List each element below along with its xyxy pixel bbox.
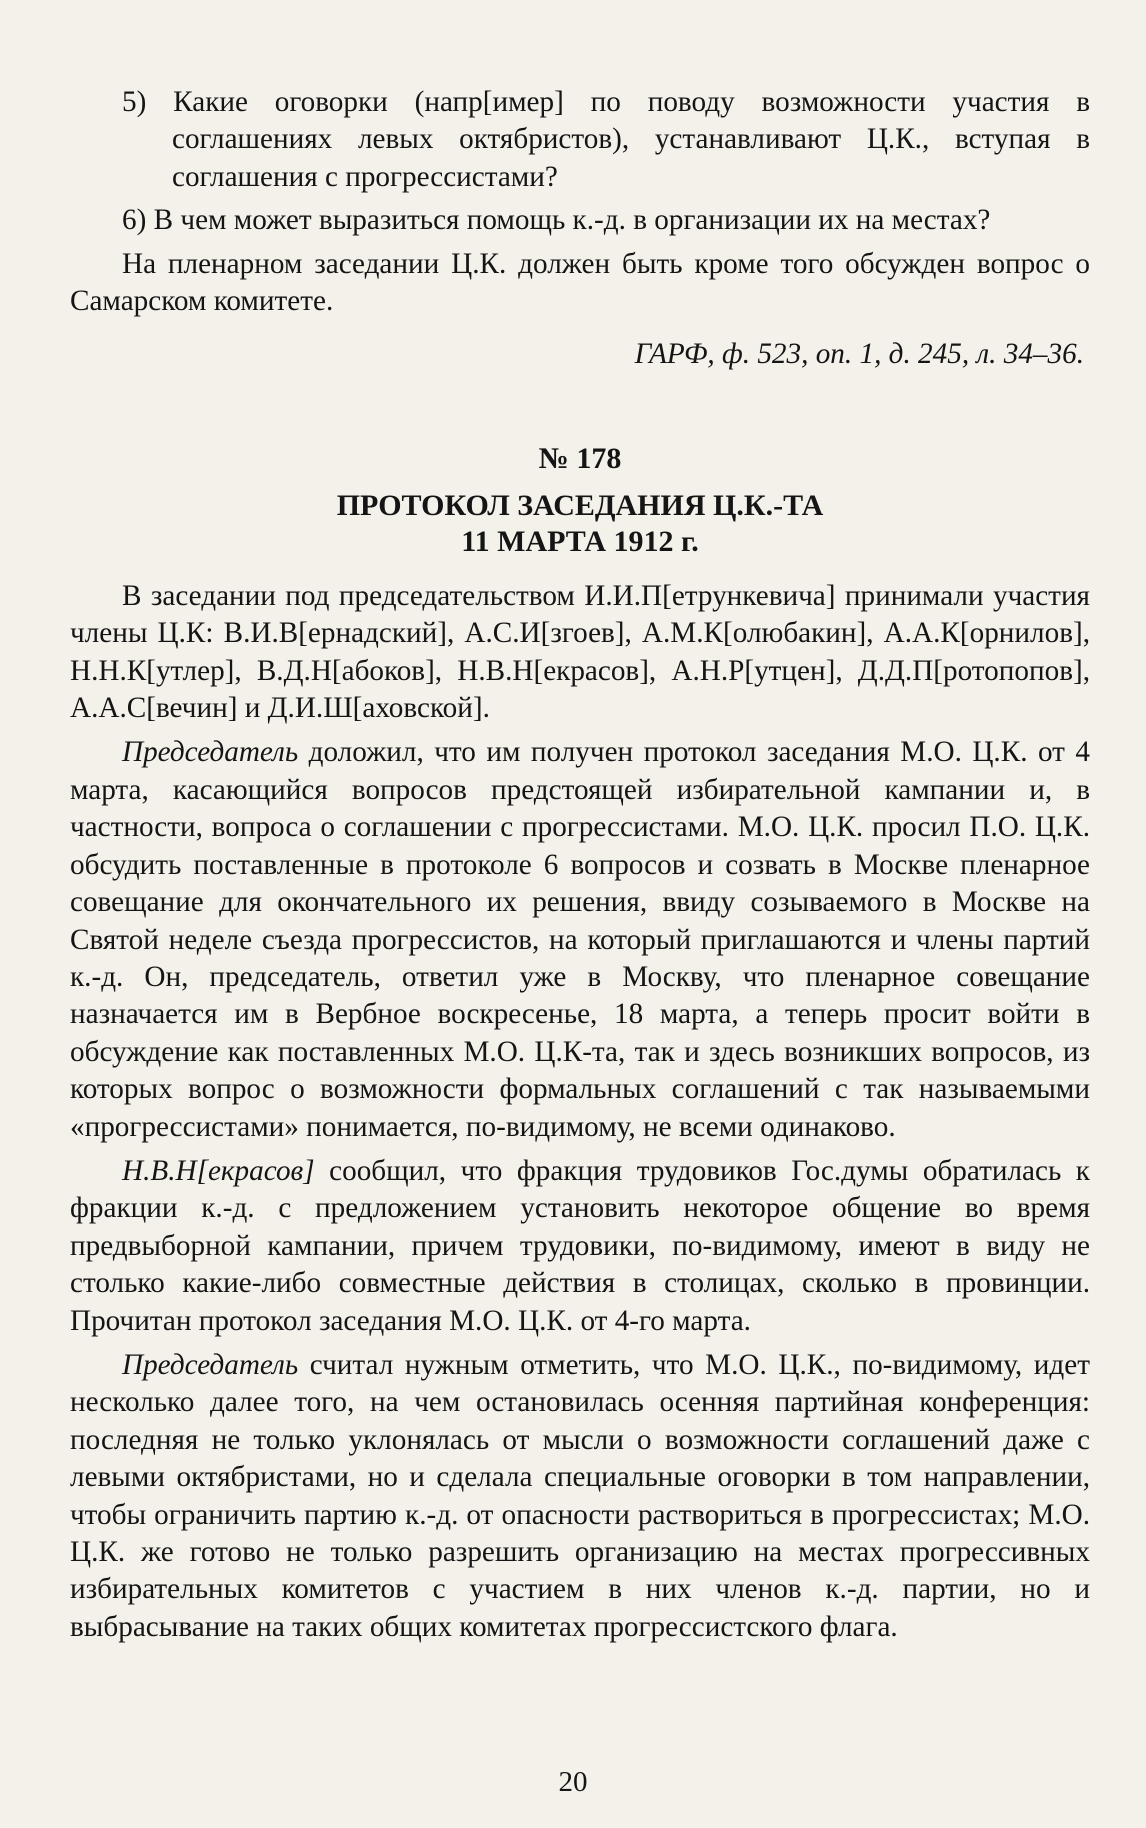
question-text: Какие оговорки (напр[имер] по поводу возможности участия в соглашениях левых октябристов), устанавливают Ц.К., вступая в соглашения с прогрессистами? — [172, 86, 1091, 193]
question-5 — [70, 84, 1090, 196]
page-number: 20 — [558, 1766, 588, 1798]
body-paragraph — [70, 734, 1090, 1145]
document-title: ПРОТОКОЛ ЗАСЕДАНИЯ Ц.К.-ТА — [336, 488, 824, 522]
speaker-name: Н.В.Н[екрасов] — [122, 1154, 315, 1187]
speaker-name: Председатель — [122, 1348, 299, 1381]
protocol-body — [70, 578, 1090, 1646]
document-number: № 178 — [538, 441, 622, 475]
document-date: 11 МАРТА 1912 г. — [461, 524, 699, 558]
question-6 — [70, 202, 1090, 239]
speaker-name: Председатель — [122, 736, 299, 769]
body-paragraph — [70, 1347, 1090, 1646]
question-text: В чем может выразиться помощь к.-д. в организации их на местах? — [153, 204, 991, 237]
archive-citation: ГАРФ, ф. 523, оп. 1, д. 245, л. 34–36. — [634, 338, 1084, 371]
paragraph-text: сообщил, что фракция трудовиков Гос.думы обратилась к фракции к.-д. с предложением установить некоторое общение во время предвыборной кампании, причем трудовики, по-видимому, имеют в виду не столько какие-либо совместные действия в столицах, сколько в провинции. Прочитан протокол заседания М.О. Ц.К. от 4-го марта. — [70, 1154, 1090, 1337]
paragraph-text: считал нужным отметить, что М.О. Ц.К., по-видимому, идет несколько далее того, на чем остановилась осенняя партийная конференция: последняя не только уклонялась от мысли о возможности соглашений даже с левыми октябристами, но и сделала специальные оговорки в том направлении, чтобы ограничить партию к.-д. от опасности раствориться в прогрессистах; М.О. Ц.К. же готово не только разрешить организацию на местах прогрессивных избирательных комитетов с участием в них членов к.-д. партии, но и выбрасывание на таких общих комитетах прогрессистского флага. — [70, 1348, 1090, 1643]
attendance-paragraph: В заседании под председательством И.И.П[етрункевича] принимали участия члены Ц.К: В.И.В[ернадский], А.С.И[згоев], А.М.К[олюбакин], А.А.К[орнилов], Н.Н.К[утлер], В.Д.Н[абоков], Н.В.Н[екрасов], А.Н.Р[утцен], Д.Д.П[ротопопов], А.А.С[вечин] и Д.И.Ш[аховской]. — [70, 579, 1090, 725]
question-number: 6) — [122, 204, 147, 237]
body-paragraph — [70, 1153, 1090, 1340]
paragraph-text: доложил, что им получен протокол заседания М.О. Ц.К. от 4 марта, касающийся вопросов предстоящей избирательной кампании и, в частности, вопроса о соглашении с прогрессистами. М.О. Ц.К. просил П.О. Ц.К. обсудить поставленные в протоколе 6 вопросов и созвать в Москве пленарное совещание для окончательного их решения, ввиду созываемого в Москве на Святой неделе съезда прогрессистов, на который приглашаются и члены партий к.-д. Он, председатель, ответил уже в Москву, что пленарное совещание назначается им в Вербное воскресенье, 18 марта, а теперь просит войти в обсуждение как поставленных М.О. Ц.К-та, так и здесь возникших вопросов, из которых вопрос о возможности формальных соглашений с так называемыми «прогрессистами» понимается, по-видимому, не всеми одинаково. — [70, 736, 1090, 1143]
question-number: 5) — [122, 86, 147, 118]
plenary-note: На пленарном заседании Ц.К. должен быть кроме того обсужден вопрос о Самарском комитете. — [70, 247, 1090, 318]
